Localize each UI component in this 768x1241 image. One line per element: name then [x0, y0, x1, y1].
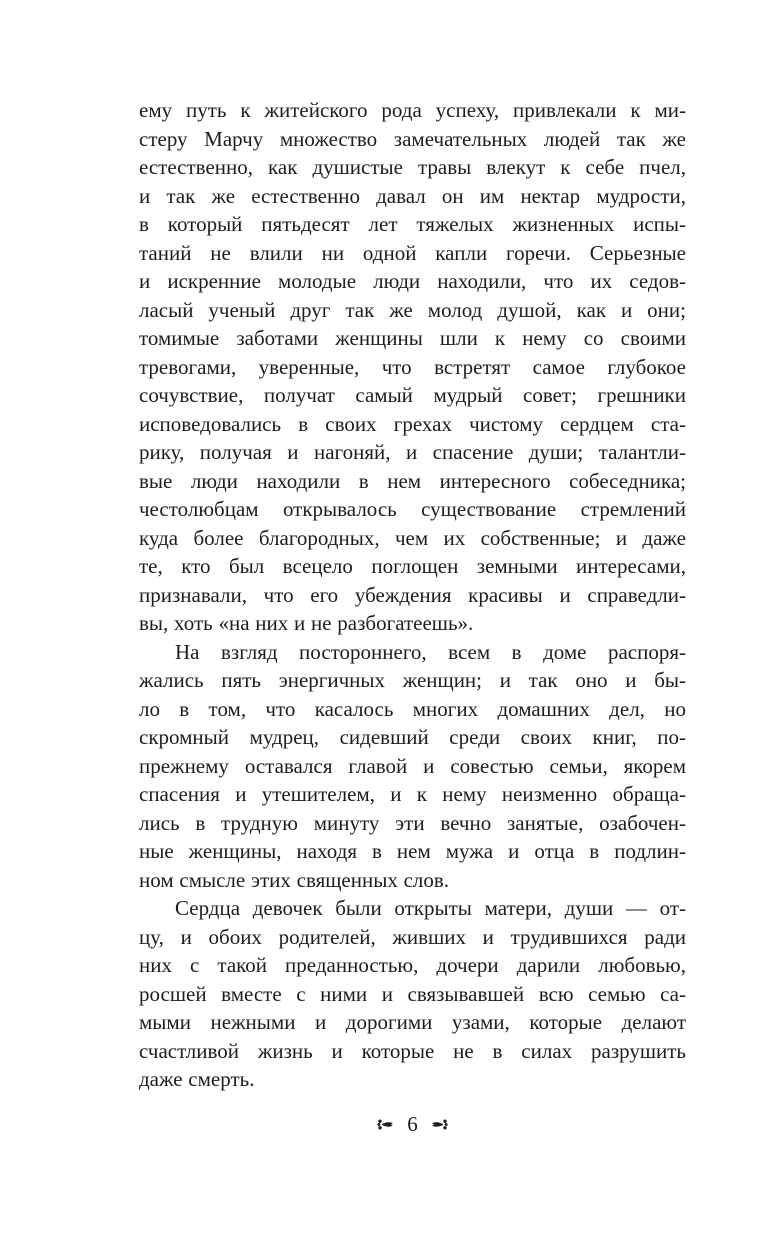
text-line: вые люди находили в нем интересного собеседника; — [139, 468, 686, 493]
text-line: даже смерть. — [139, 1067, 255, 1091]
text-line: естественно, как душистые травы влекут к себе пчел, — [139, 155, 686, 179]
text-line: прежнему оставался главой и совестью семьи, якорем — [139, 753, 686, 778]
text-line: них с такой преданностью, дочери дарили любовью, — [139, 953, 686, 977]
text-line: таний не влили ни одной капли горечи. Серьезные — [139, 240, 686, 265]
text-line: ему путь к житейского рода успеху, привлекали к ми- — [139, 98, 686, 122]
text-line: рику, получая и нагоняй, и спасение души; талантли- — [139, 440, 686, 464]
text-line: ласый ученый друг так же молод душой, как и они; — [139, 297, 686, 322]
page-number: 6 — [407, 1112, 418, 1136]
text-line: сочувствие, получат самый мудрый совет; грешники — [139, 383, 686, 407]
text-line: жались пять энергичных женщин; и так оно и бы- — [139, 668, 686, 692]
text-line: ном смысле этих священных слов. — [139, 867, 450, 892]
text-line: цу, и обоих родителей, живших и трудившихся ради — [139, 924, 686, 949]
text-line: ные женщины, находя в нем мужа и отца в подлин- — [139, 839, 686, 863]
text-line: признавали, что его убеждения красивы и справедли- — [139, 582, 686, 607]
text-line: ло в том, что касалось многих домашних дел, но — [139, 696, 686, 721]
text-line: росшей вместе с ними и связывавшей всю семью са- — [139, 981, 686, 1006]
text-line: стеру Марчу множество замечательных людей так же — [139, 126, 686, 151]
text-line: лись в трудную минуту эти вечно занятые, озабочен- — [139, 810, 686, 835]
text-line: спасения и утешителем, и к нему неизменно обраща- — [139, 782, 686, 806]
text-line: счастливой жизнь и которые не в силах разрушить — [139, 1038, 686, 1063]
text-line: и искренние молодые люди находили, что их седов- — [139, 269, 686, 293]
text-line: тревогами, уверенные, что встретят самое глубокое — [139, 354, 686, 379]
text-line: скромный мудрец, сидевший среди своих книг, по- — [139, 725, 686, 749]
text-line: На взгляд постороннего, всем в доме распоря- — [175, 639, 686, 664]
text-line: в который пятьдесят лет тяжелых жизненных испы- — [139, 212, 686, 236]
text-block — [139, 96, 686, 1094]
text-line: вы, хоть «на них и не разбогатеешь». — [139, 611, 474, 635]
text-line: Сердца девочек были открыты матери, души — от- — [175, 896, 686, 920]
text-line: мыми нежными и дорогими узами, которые делают — [139, 1010, 686, 1034]
fleuron-right-icon — [431, 1118, 448, 1131]
text-line: куда более благородных, чем их собственные; и даже — [139, 525, 686, 550]
text-line: исповедовались в своих грехах чистому сердцем ста- — [139, 411, 686, 436]
text-line: честолюбцам открывалось существование стремлений — [139, 497, 686, 521]
fleuron-left-icon — [377, 1118, 394, 1131]
text-line: томимые заботами женщины шли к нему со своими — [139, 326, 686, 350]
text-line: и так же естественно давал он им нектар мудрости, — [139, 183, 686, 208]
page-footer — [139, 1112, 686, 1137]
text-line: те, кто был всецело поглощен земными интересами, — [139, 554, 686, 578]
